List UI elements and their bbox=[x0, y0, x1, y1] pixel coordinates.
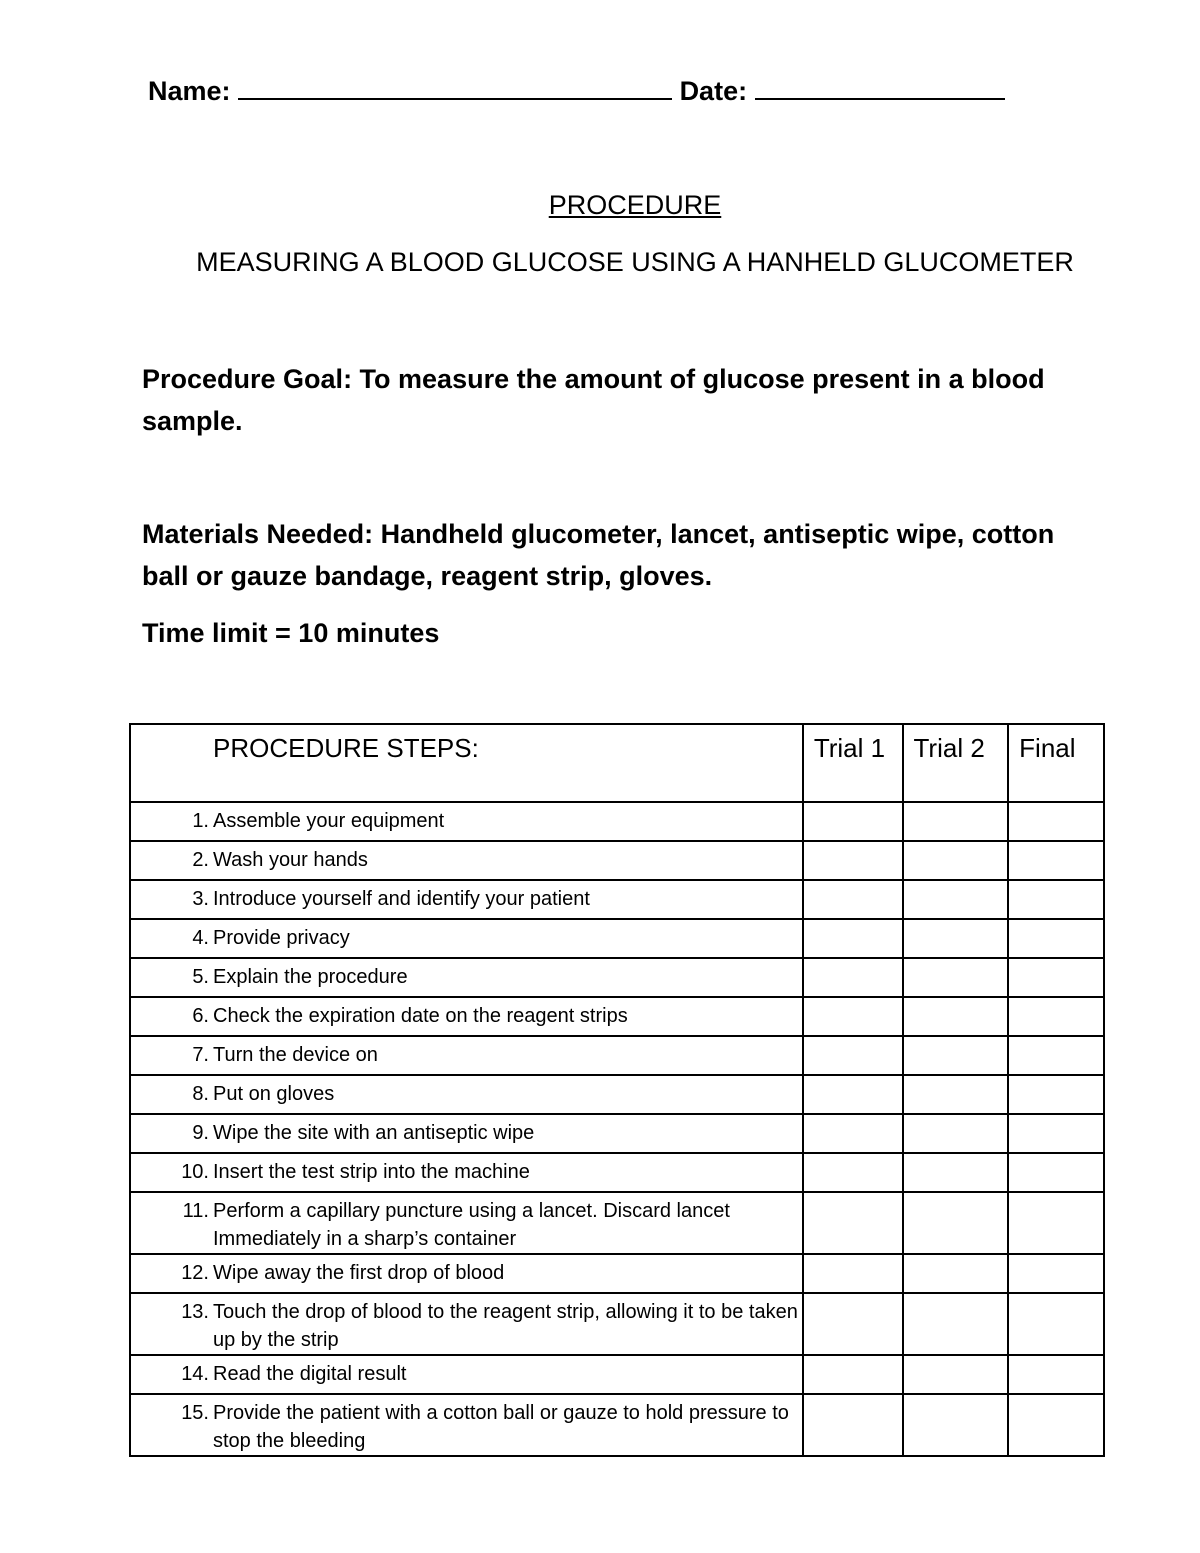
final-cell[interactable] bbox=[1008, 919, 1104, 958]
step-text: Wipe away the first drop of blood bbox=[213, 1262, 505, 1284]
final-cell[interactable] bbox=[1008, 1075, 1104, 1114]
trial-1-cell[interactable] bbox=[803, 919, 903, 958]
name-date-line bbox=[148, 74, 1005, 107]
final-cell[interactable] bbox=[1008, 1355, 1104, 1394]
final-cell[interactable] bbox=[1008, 1394, 1104, 1456]
step-cell bbox=[130, 1394, 803, 1456]
step-text: Insert the test strip into the machine bbox=[213, 1161, 530, 1183]
step-text: Explain the procedure bbox=[213, 966, 408, 988]
final-cell[interactable] bbox=[1008, 958, 1104, 997]
table-row bbox=[130, 1192, 1104, 1254]
final-cell[interactable] bbox=[1008, 997, 1104, 1036]
table-row bbox=[130, 1036, 1104, 1075]
trial-2-cell[interactable] bbox=[903, 958, 1009, 997]
step-text: Assemble your equipment bbox=[213, 810, 445, 832]
trial-2-cell[interactable] bbox=[903, 1075, 1009, 1114]
table-row bbox=[130, 1075, 1104, 1114]
trial-2-cell[interactable] bbox=[903, 919, 1009, 958]
step-cell bbox=[130, 1355, 803, 1394]
step-cell bbox=[130, 1036, 803, 1075]
procedure-label: PROCEDURE bbox=[548, 190, 722, 220]
trial-2-cell[interactable] bbox=[903, 1355, 1009, 1394]
header-trial-1: Trial 1 bbox=[803, 724, 903, 802]
step-cell bbox=[130, 1114, 803, 1153]
step-cell bbox=[130, 802, 803, 841]
step-cell bbox=[130, 1153, 803, 1192]
trial-2-cell[interactable] bbox=[903, 1036, 1009, 1075]
trial-2-cell[interactable] bbox=[903, 1293, 1009, 1355]
table-row bbox=[130, 958, 1104, 997]
trial-2-cell[interactable] bbox=[903, 841, 1009, 880]
date-label: Date: bbox=[679, 76, 748, 106]
table-row bbox=[130, 1394, 1104, 1456]
trial-1-cell[interactable] bbox=[803, 1153, 903, 1192]
final-cell[interactable] bbox=[1008, 1254, 1104, 1293]
procedure-steps-table bbox=[129, 723, 1105, 1457]
final-cell[interactable] bbox=[1008, 1153, 1104, 1192]
table-row bbox=[130, 1293, 1104, 1355]
step-text: Turn the device on bbox=[213, 1044, 378, 1066]
procedure-goal: Procedure Goal: To measure the amount of glucose present in a blood sample. bbox=[142, 364, 1045, 436]
final-cell[interactable] bbox=[1008, 802, 1104, 841]
table-row bbox=[130, 1153, 1104, 1192]
step-number: 6. bbox=[192, 1005, 209, 1027]
trial-2-cell[interactable] bbox=[903, 880, 1009, 919]
final-cell[interactable] bbox=[1008, 880, 1104, 919]
name-field[interactable] bbox=[238, 74, 672, 100]
trial-2-cell[interactable] bbox=[903, 1394, 1009, 1456]
trial-2-cell[interactable] bbox=[903, 1254, 1009, 1293]
trial-1-cell[interactable] bbox=[803, 802, 903, 841]
table-row bbox=[130, 1114, 1104, 1153]
trial-1-cell[interactable] bbox=[803, 997, 903, 1036]
step-number: 7. bbox=[192, 1044, 209, 1066]
step-number: 1. bbox=[192, 810, 209, 832]
step-number: 13. bbox=[181, 1301, 209, 1323]
step-cell bbox=[130, 958, 803, 997]
final-cell[interactable] bbox=[1008, 1036, 1104, 1075]
step-text: Perform a capillary puncture using a lancet. Discard lancet Immediately in a sharp’s container bbox=[213, 1200, 730, 1250]
trial-2-cell[interactable] bbox=[903, 997, 1009, 1036]
step-number: 15. bbox=[181, 1402, 209, 1424]
table-row bbox=[130, 841, 1104, 880]
trial-2-cell[interactable] bbox=[903, 1114, 1009, 1153]
step-number: 3. bbox=[192, 888, 209, 910]
step-cell bbox=[130, 841, 803, 880]
step-text: Check the expiration date on the reagent strips bbox=[213, 1005, 628, 1027]
step-number: 11. bbox=[182, 1200, 209, 1222]
step-text: Provide privacy bbox=[213, 927, 350, 949]
table-row bbox=[130, 880, 1104, 919]
step-text: Touch the drop of blood to the reagent strip, allowing it to be taken up by the strip bbox=[213, 1301, 798, 1351]
page-title: MEASURING A BLOOD GLUCOSE USING A HANHELD GLUCOMETER bbox=[196, 247, 1074, 277]
final-cell[interactable] bbox=[1008, 841, 1104, 880]
trial-1-cell[interactable] bbox=[803, 1394, 903, 1456]
trial-1-cell[interactable] bbox=[803, 1192, 903, 1254]
table-row bbox=[130, 919, 1104, 958]
step-number: 9. bbox=[192, 1122, 209, 1144]
step-text: Wash your hands bbox=[213, 849, 368, 871]
step-number: 12. bbox=[181, 1262, 209, 1284]
trial-1-cell[interactable] bbox=[803, 1293, 903, 1355]
trial-1-cell[interactable] bbox=[803, 880, 903, 919]
step-text: Introduce yourself and identify your patient bbox=[213, 888, 590, 910]
header-final: Final bbox=[1008, 724, 1104, 802]
step-number: 10. bbox=[181, 1161, 209, 1183]
table-row bbox=[130, 802, 1104, 841]
step-number: 14. bbox=[181, 1363, 209, 1385]
step-cell bbox=[130, 1254, 803, 1293]
trial-1-cell[interactable] bbox=[803, 1114, 903, 1153]
step-cell bbox=[130, 1293, 803, 1355]
step-cell bbox=[130, 919, 803, 958]
final-cell[interactable] bbox=[1008, 1293, 1104, 1355]
step-number: 2. bbox=[192, 849, 209, 871]
table-row bbox=[130, 1254, 1104, 1293]
trial-2-cell[interactable] bbox=[903, 1192, 1009, 1254]
final-cell[interactable] bbox=[1008, 1192, 1104, 1254]
trial-1-cell[interactable] bbox=[803, 1355, 903, 1394]
table-row bbox=[130, 997, 1104, 1036]
table-row bbox=[130, 1355, 1104, 1394]
trial-1-cell[interactable] bbox=[803, 958, 903, 997]
step-cell bbox=[130, 997, 803, 1036]
step-cell bbox=[130, 1075, 803, 1114]
trial-1-cell[interactable] bbox=[803, 1036, 903, 1075]
step-number: 5. bbox=[192, 966, 209, 988]
step-cell bbox=[130, 1192, 803, 1254]
step-text: Read the digital result bbox=[213, 1363, 407, 1385]
trial-2-cell[interactable] bbox=[903, 802, 1009, 841]
step-cell bbox=[130, 880, 803, 919]
table-header-row bbox=[130, 724, 1104, 802]
final-cell[interactable] bbox=[1008, 1114, 1104, 1153]
header-trial-2: Trial 2 bbox=[903, 724, 1009, 802]
trial-2-cell[interactable] bbox=[903, 1153, 1009, 1192]
step-text: Provide the patient with a cotton ball or gauze to hold pressure to stop the bleeding bbox=[213, 1402, 789, 1452]
name-label: Name: bbox=[148, 76, 231, 106]
date-field[interactable] bbox=[755, 74, 1005, 100]
step-text: Put on gloves bbox=[213, 1083, 335, 1105]
step-text: Wipe the site with an antiseptic wipe bbox=[213, 1122, 535, 1144]
step-number: 8. bbox=[192, 1083, 209, 1105]
time-limit: Time limit = 10 minutes bbox=[142, 618, 440, 648]
trial-1-cell[interactable] bbox=[803, 1254, 903, 1293]
materials-needed: Materials Needed: Handheld glucometer, lancet, antiseptic wipe, cotton ball or gauze bandage, reagent strip, gloves. bbox=[142, 519, 1055, 591]
trial-1-cell[interactable] bbox=[803, 841, 903, 880]
header-procedure-steps: PROCEDURE STEPS: bbox=[130, 724, 803, 802]
trial-1-cell[interactable] bbox=[803, 1075, 903, 1114]
step-number: 4. bbox=[192, 927, 209, 949]
